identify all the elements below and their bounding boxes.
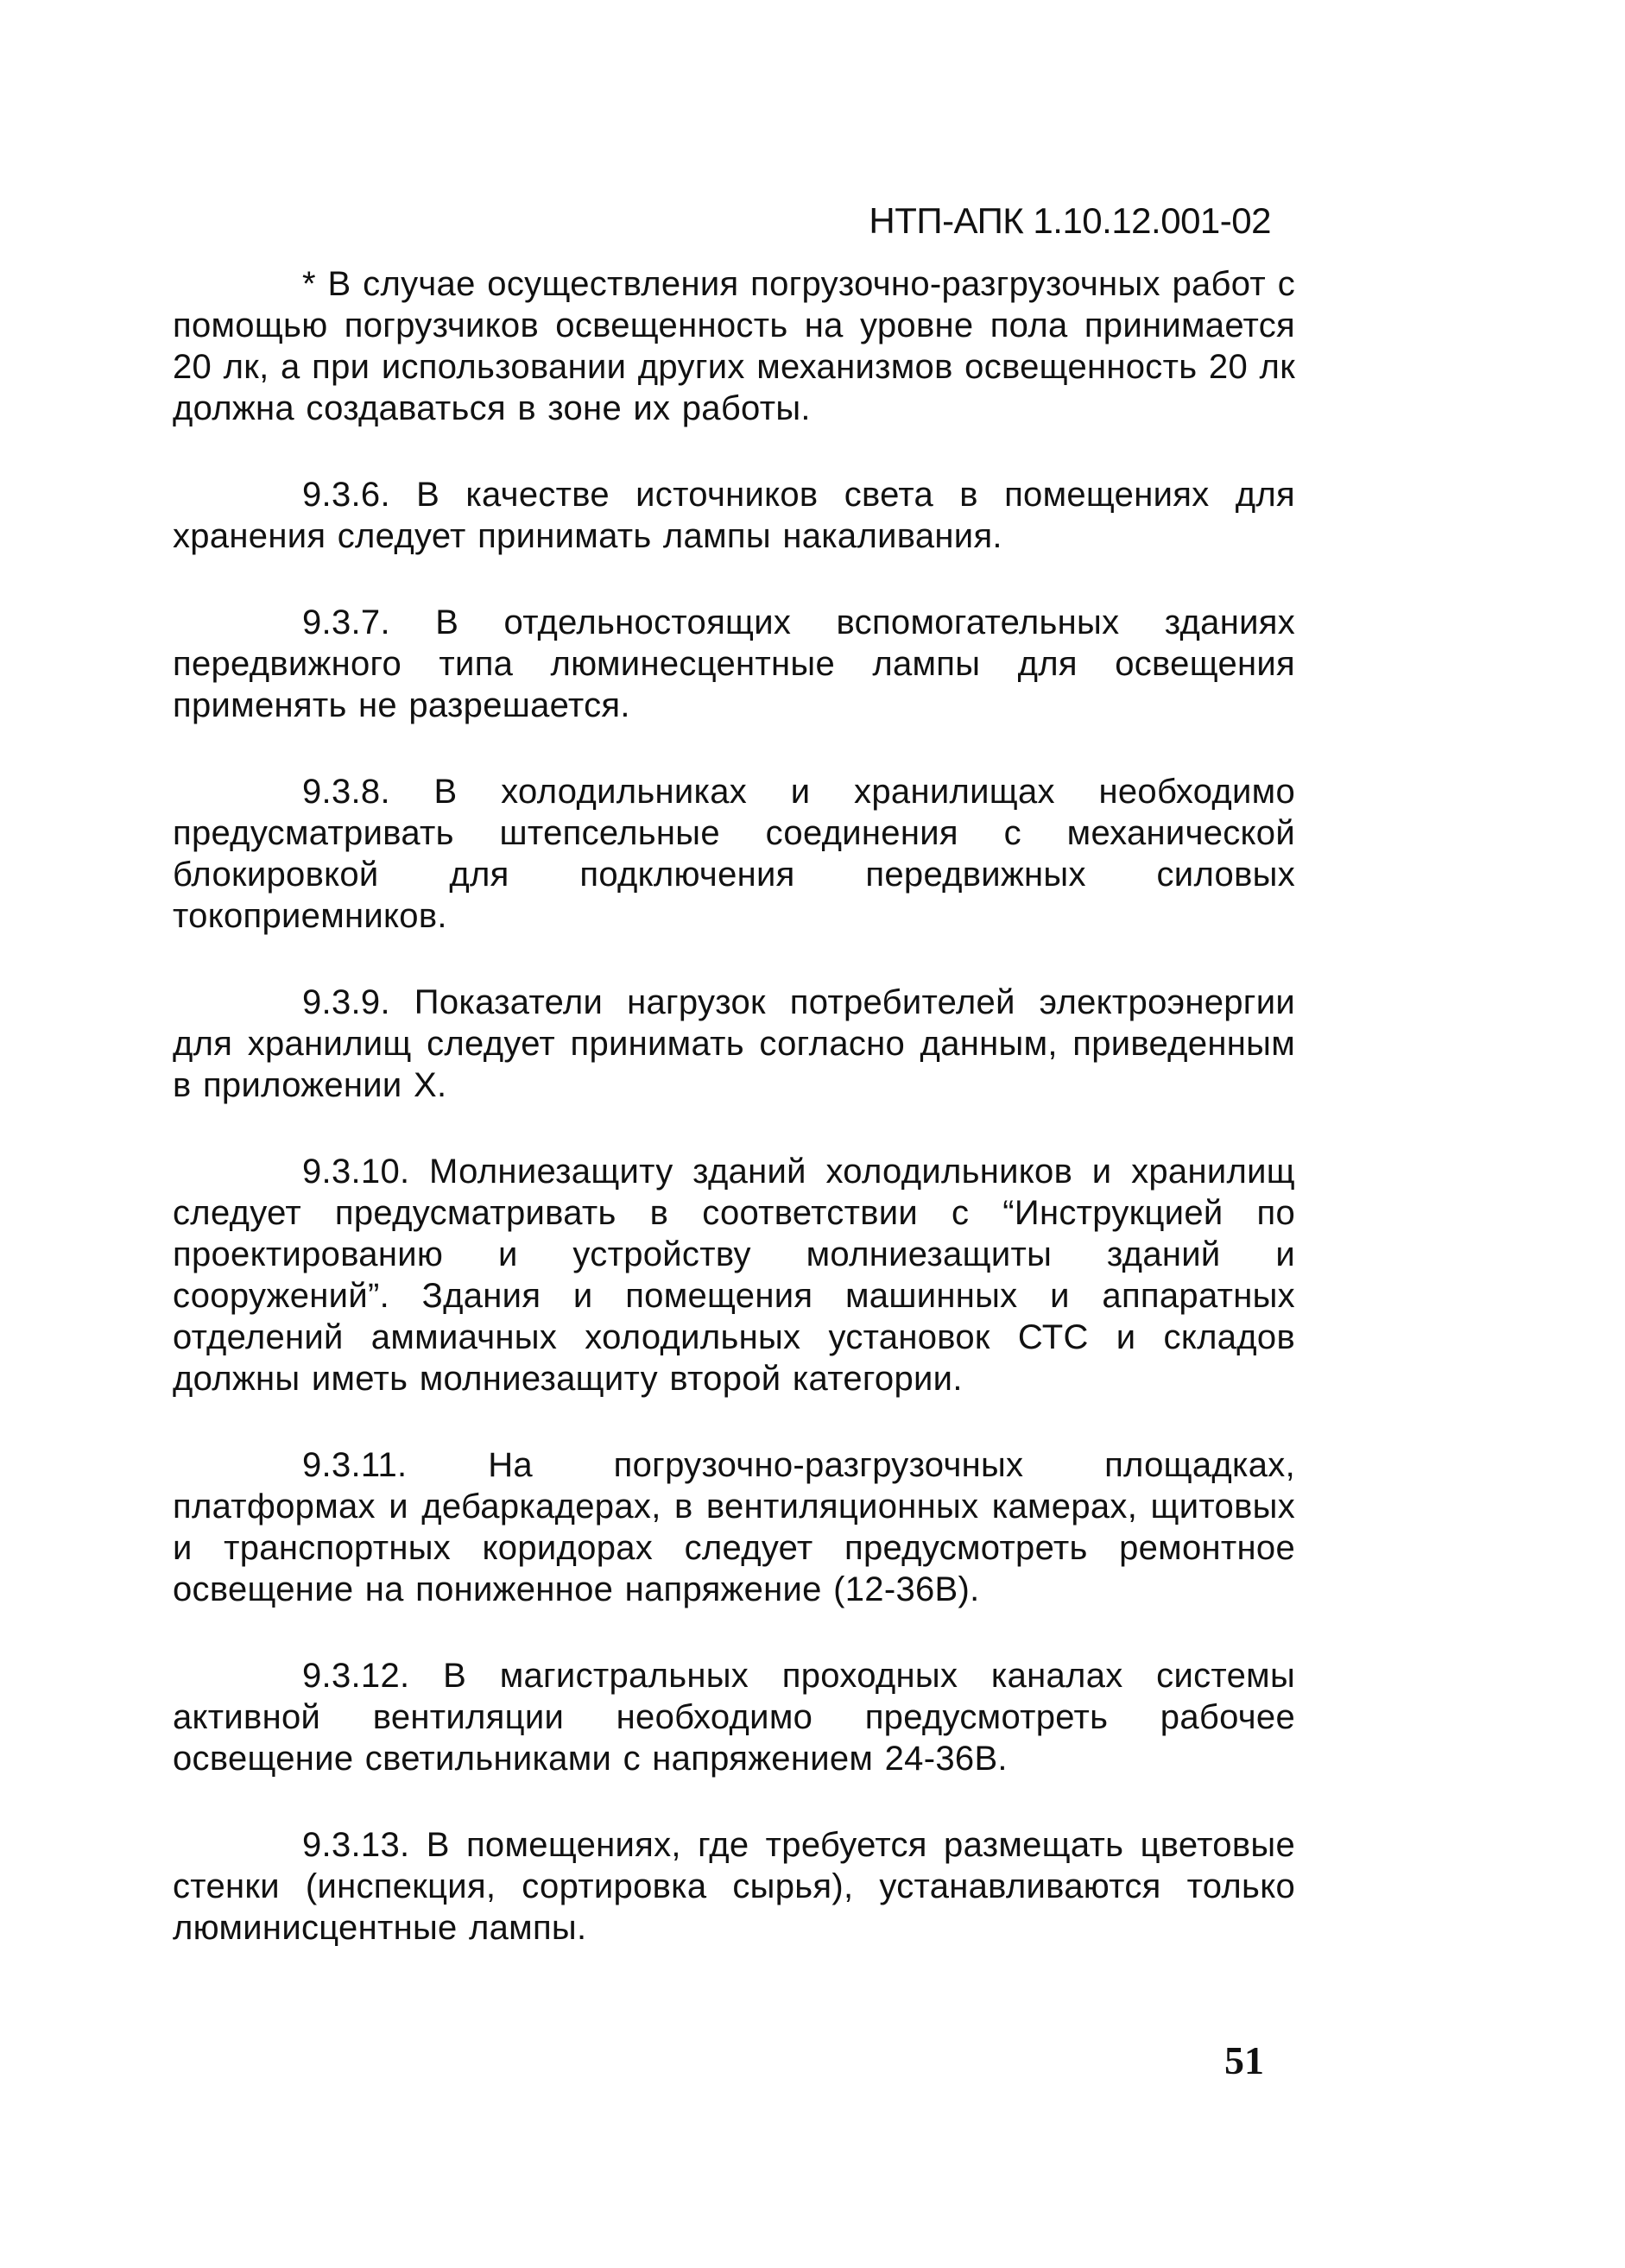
paragraph-9-3-13: 9.3.13. В помещениях, где требуется размещать цветовые стенки (инспекция, сортировка сырья), устанавливаются только люминисцентные лампы.	[173, 1826, 1295, 1947]
paragraph-9-3-12: 9.3.12. В магистральных проходных каналах системы активной вентиляции необходимо предусмотреть рабочее освещение светильниками с напряжением 24-36В.	[173, 1657, 1295, 1778]
paragraph-9-3-7: 9.3.7. В отдельностоящих вспомогательных зданиях передвижного типа люминесцентные лампы для освещения применять не разрешается.	[173, 603, 1295, 724]
paragraph-9-3-11: 9.3.11. На погрузочно-разгрузочных площадках, платформах и дебаркадерах, в вентиляционных камерах, щитовых и транспортных коридорах следует предусмотреть ремонтное освещение на пониженное напряжение (12-36В).	[173, 1446, 1295, 1608]
body-text	[173, 263, 1295, 1993]
paragraph-9-3-10: 9.3.10. Молниезащиту зданий холодильников и хранилищ следует предусматривать в соответствии с “Инструкцией по проектированию и устройству молниезащиты зданий и сооружений”. Здания и помещения машинных и аппаратных отделений аммиачных холодильных установок СТС и складов должны иметь молниезащиту второй категории.	[173, 1153, 1295, 1398]
paragraph-lighting-footnote: * В случае осуществления погрузочно-разгрузочных работ с помощью погрузчиков освещенность на уровне пола принимается 20 лк, а при использовании других механизмов освещенность 20 лк должна создаваться в зоне их работы.	[173, 265, 1295, 427]
paragraph-9-3-9: 9.3.9. Показатели нагрузок потребителей электроэнергии для хранилищ следует принимать согласно данным, приведенным в приложении X.	[173, 983, 1295, 1104]
paragraph-9-3-6: 9.3.6. В качестве источников света в помещениях для хранения следует принимать лампы накаливания.	[173, 476, 1295, 555]
page-number: 51	[1224, 2038, 1264, 2082]
document-code: НТП-АПК 1.10.12.001-02	[869, 200, 1271, 241]
paragraph-9-3-8: 9.3.8. В холодильниках и хранилищах необходимо предусматривать штепсельные соединения с механической блокировкой для подключения передвижных силовых токоприемников.	[173, 773, 1295, 935]
